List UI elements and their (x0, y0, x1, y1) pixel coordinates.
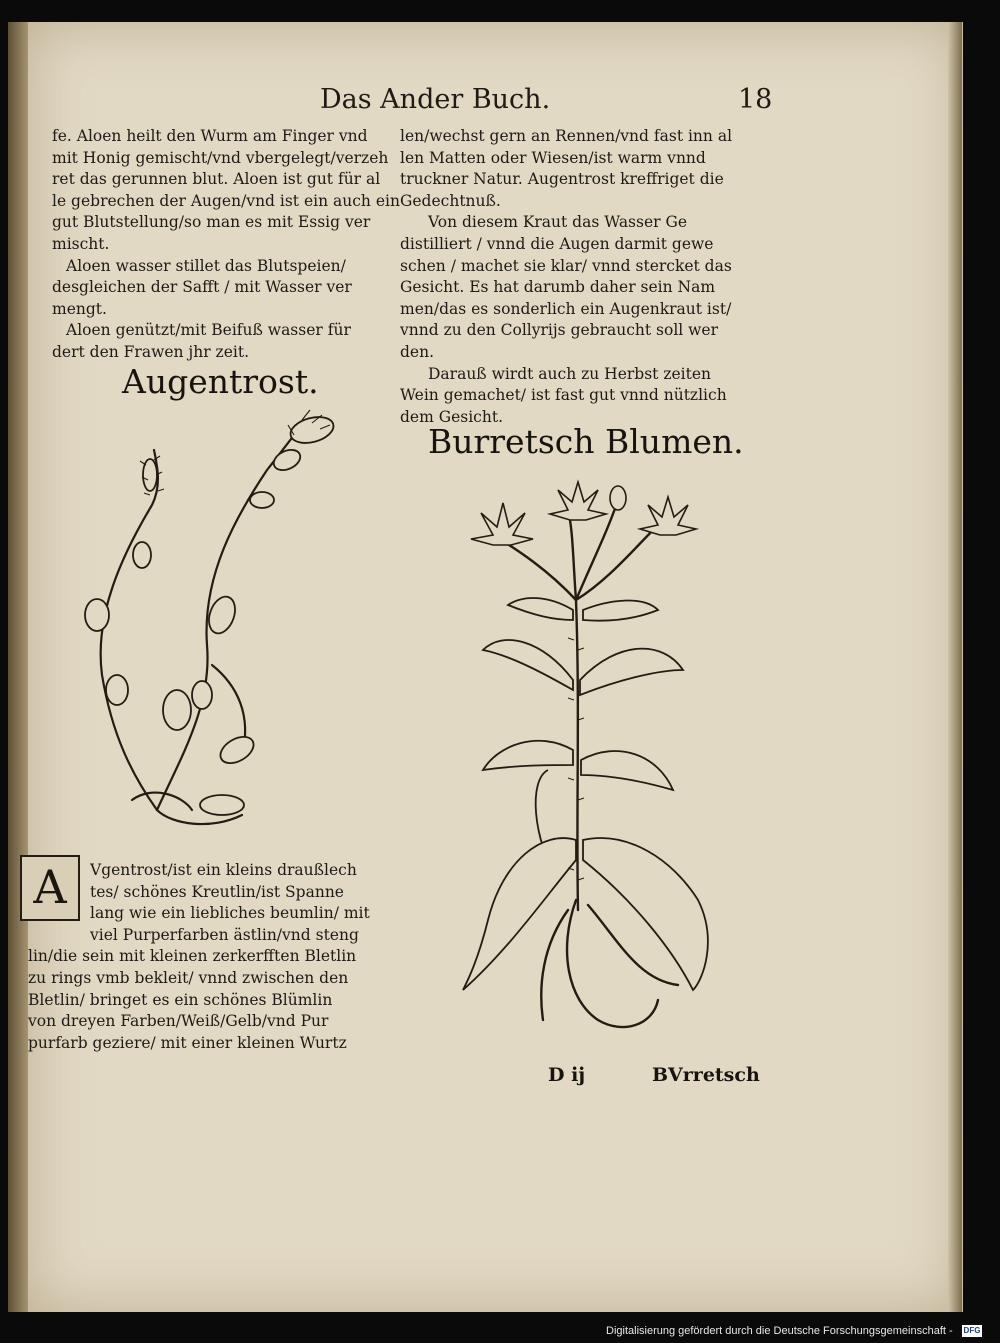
text-line: vnnd zu den Collyrijs gebraucht soll wer (400, 321, 719, 340)
text-line: von dreyen Farben/Weiß/Gelb/vnd Pur (28, 1012, 329, 1031)
running-title: Das Ander Buch. (320, 84, 551, 115)
text-line: len Matten oder Wiesen/ist warm vnnd (400, 148, 706, 167)
text-line: truckner Natur. Augentrost kreffriget die (400, 170, 724, 189)
text-line: Von diesem Kraut das Wasser Ge (428, 213, 688, 232)
text-line: distilliert / vnnd die Augen darmit gewe (400, 234, 714, 253)
catchword: BVrretsch (652, 1064, 760, 1086)
text-line: dert den Frawen jhr zeit. (52, 342, 249, 361)
heading-augentrost: Augentrost. (122, 362, 319, 401)
text-line: fe. Aloen heilt den Wurm am Finger vnd (52, 127, 368, 145)
text-line: dem Gesicht. (400, 407, 504, 426)
text-line: Vgentrost/ist ein kleins draußlech (90, 861, 357, 879)
heading-burretsch: Burretsch Blumen. (428, 422, 744, 461)
eyebright-woodcut (62, 405, 342, 835)
text-line: Darauß wirdt auch zu Herbst zeiten (428, 364, 711, 383)
text-line: ret das gerunnen blut. Aloen ist gut für al (52, 170, 381, 189)
text-line: purfarb geziere/ mit einer kleinen Wurtz (28, 1033, 347, 1052)
signature-mark: D ij (548, 1064, 586, 1086)
borage-woodcut (448, 480, 738, 1040)
text-line: desgleichen der Safft / mit Wasser ver (52, 278, 352, 297)
text-line: mengt. (52, 299, 107, 318)
text-line: lang wie ein liebliches beumlin/ mit (90, 904, 370, 923)
drop-capital: A (20, 855, 80, 921)
text-line: Aloen genützt/mit Beifuß wasser für (66, 321, 351, 340)
text-line: viel Purperfarben ästlin/vnd steng (90, 925, 359, 944)
right-column (400, 126, 732, 428)
text-line: lin/die sein mit kleinen zerkerfften Bletlin (28, 947, 357, 966)
left-column-bottom (28, 860, 370, 1054)
text-line: mischt. (52, 234, 110, 253)
folio-number: 18 (738, 84, 773, 115)
digitization-credit: Digitalisierung gefördert durch die Deutsche Forschungsgemeinschaft - (606, 1325, 953, 1337)
text-line: Bletlin/ bringet es ein schönes Blümlin (28, 990, 333, 1009)
text-line: zu rings vmb bekleit/ vnnd zwischen den (28, 968, 349, 987)
text-line: Wein gemachet/ ist fast gut vnnd nützlich (400, 386, 727, 405)
text-line: Gesicht. Es hat darumb daher sein Nam (400, 278, 716, 297)
text-line: le gebrechen der Augen/vnd ist ein auch ein (52, 191, 400, 210)
dfg-logo: DFG (963, 1326, 981, 1335)
text-line: tes/ schönes Kreutlin/ist Spanne (90, 882, 344, 901)
text-line: men/das es sonderlich ein Augenkraut ist/ (400, 299, 732, 318)
text-line: len/wechst gern an Rennen/vnd fast inn al (400, 127, 733, 145)
text-line: den. (400, 342, 435, 361)
text-line: Gedechtnuß. (400, 191, 501, 210)
page-edge (948, 22, 962, 1312)
text-line: gut Blutstellung/so man es mit Essig ver (52, 213, 371, 232)
text-line: mit Honig gemischt/vnd vbergelegt/verzeh (52, 148, 389, 167)
left-column-top (52, 126, 400, 364)
text-line: schen / machet sie klar/ vnnd stercket das (400, 256, 732, 275)
text-line: Aloen wasser stillet das Blutspeien/ (66, 256, 346, 275)
